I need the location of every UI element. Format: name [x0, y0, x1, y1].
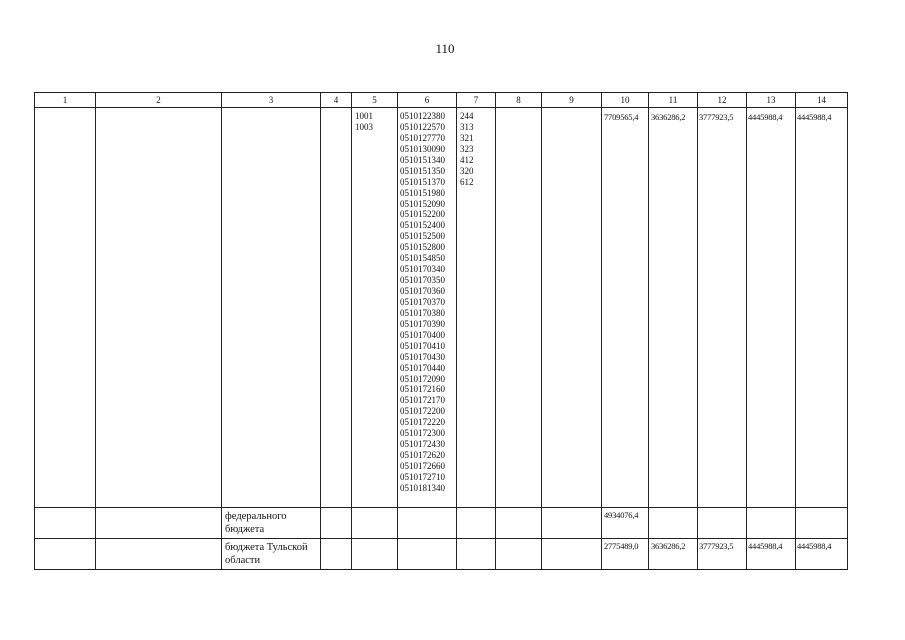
expense-type-code: 313 [460, 121, 474, 132]
amount-cell: 3636286,2 [651, 112, 686, 122]
target-article-code: 0510170400 [400, 329, 445, 340]
target-article-code: 0510152500 [400, 231, 445, 242]
target-article-code: 0510152400 [400, 220, 445, 231]
column-border [351, 92, 352, 570]
column-header: 10 [620, 95, 630, 105]
column-border [746, 92, 747, 570]
column-border [697, 92, 698, 570]
target-article-code: 0510170360 [400, 286, 445, 296]
target-article-code: 0510172710 [400, 471, 445, 482]
column-header: 5 [372, 95, 377, 105]
expense-type-code: 612 [460, 176, 474, 187]
column-border [847, 92, 848, 570]
column-header: 8 [516, 95, 521, 105]
column-header: 3 [268, 95, 274, 105]
column-header: 9 [569, 95, 574, 105]
amount-cell: 3636286,2 [651, 541, 686, 551]
target-article-code: 0510152200 [400, 209, 445, 220]
column-border [495, 92, 496, 570]
target-article-code: 0510170440 [400, 362, 445, 373]
amount-cell: 4934076,4 [604, 510, 639, 520]
expense-type-code: 412 [460, 154, 474, 165]
expense-type-code: 244 [460, 111, 474, 121]
column-border [95, 92, 96, 570]
target-article-code: 0510172660 [400, 461, 445, 471]
target-article-code: 0510151370 [400, 176, 445, 187]
column-border [221, 92, 222, 570]
amount-cell: 4445988,4 [797, 112, 832, 122]
expense-type-codes-list [460, 111, 474, 188]
target-article-code: 0510170410 [400, 340, 445, 351]
target-article-code: 0510170380 [400, 307, 445, 318]
column-header: 6 [424, 95, 430, 105]
target-article-code: 0510172160 [400, 384, 445, 395]
section-codes-list [355, 111, 373, 133]
table-top-border [34, 92, 847, 93]
target-article-code: 0510170350 [400, 275, 445, 286]
column-border [795, 92, 796, 570]
column-header: 2 [156, 95, 161, 105]
page-number: 110 [435, 41, 455, 56]
section-code: 1003 [355, 121, 373, 132]
expense-type-code: 323 [460, 143, 474, 154]
amount-cell: 4445988,4 [748, 112, 783, 122]
amount-cell: 3777923,5 [699, 541, 734, 551]
column-header: 12 [717, 95, 727, 105]
row-federal-bottom-border [34, 538, 847, 539]
target-article-code: 0510170370 [400, 296, 445, 307]
target-article-code: 0510172300 [400, 428, 445, 439]
target-article-code: 0510172430 [400, 439, 445, 450]
column-header: 1 [62, 95, 68, 105]
header-bottom-border [34, 107, 847, 108]
target-article-code: 0510151340 [400, 154, 445, 165]
expense-type-code: 320 [460, 165, 474, 176]
column-border [320, 92, 321, 570]
target-article-code: 0510172620 [400, 450, 445, 461]
target-article-code: 0510127770 [400, 132, 445, 143]
amount-cell: 3777923,5 [699, 112, 734, 122]
column-border [397, 92, 398, 570]
target-article-code: 0510170430 [400, 351, 445, 362]
target-article-code: 0510170390 [400, 318, 445, 329]
target-article-code: 0510122380 [400, 111, 445, 121]
target-article-code: 0510170340 [400, 264, 445, 275]
amount-cell: 4445988,4 [797, 541, 832, 551]
target-article-code: 0510172200 [400, 406, 445, 417]
table-bottom-border [34, 569, 847, 570]
column-border [541, 92, 542, 570]
column-header: 7 [473, 95, 479, 105]
target-article-code: 0510130090 [400, 143, 445, 154]
funding-source-label: бюджета Тульской области [225, 542, 308, 566]
target-article-code: 0510152800 [400, 242, 445, 253]
target-article-code: 0510172170 [400, 395, 445, 406]
target-article-code: 0510151350 [400, 165, 445, 176]
column-header: 13 [766, 95, 776, 105]
column-header: 14 [817, 95, 826, 105]
section-code: 1001 [355, 111, 373, 121]
target-article-codes-list [400, 111, 445, 494]
expense-type-code: 321 [460, 132, 474, 143]
target-article-code: 0510152090 [400, 198, 445, 209]
target-article-code: 0510122570 [400, 121, 445, 132]
amount-cell: 4445988,4 [748, 541, 783, 551]
column-border [601, 92, 602, 570]
funding-source-label: федерального бюджета [225, 511, 287, 535]
column-header: 11 [668, 95, 678, 105]
amount-cell: 2775489,0 [604, 541, 639, 551]
target-article-code: 0510172220 [400, 417, 445, 428]
column-border [456, 92, 457, 570]
target-article-code: 0510172090 [400, 373, 445, 384]
column-border [34, 92, 35, 570]
column-header: 4 [333, 95, 339, 105]
target-article-code: 0510181340 [400, 482, 445, 493]
target-article-code: 0510154850 [400, 253, 445, 264]
target-article-code: 0510151980 [400, 187, 445, 198]
row-main-bottom-border [34, 507, 847, 508]
column-border [648, 92, 649, 570]
amount-cell: 7709565,4 [604, 112, 639, 122]
